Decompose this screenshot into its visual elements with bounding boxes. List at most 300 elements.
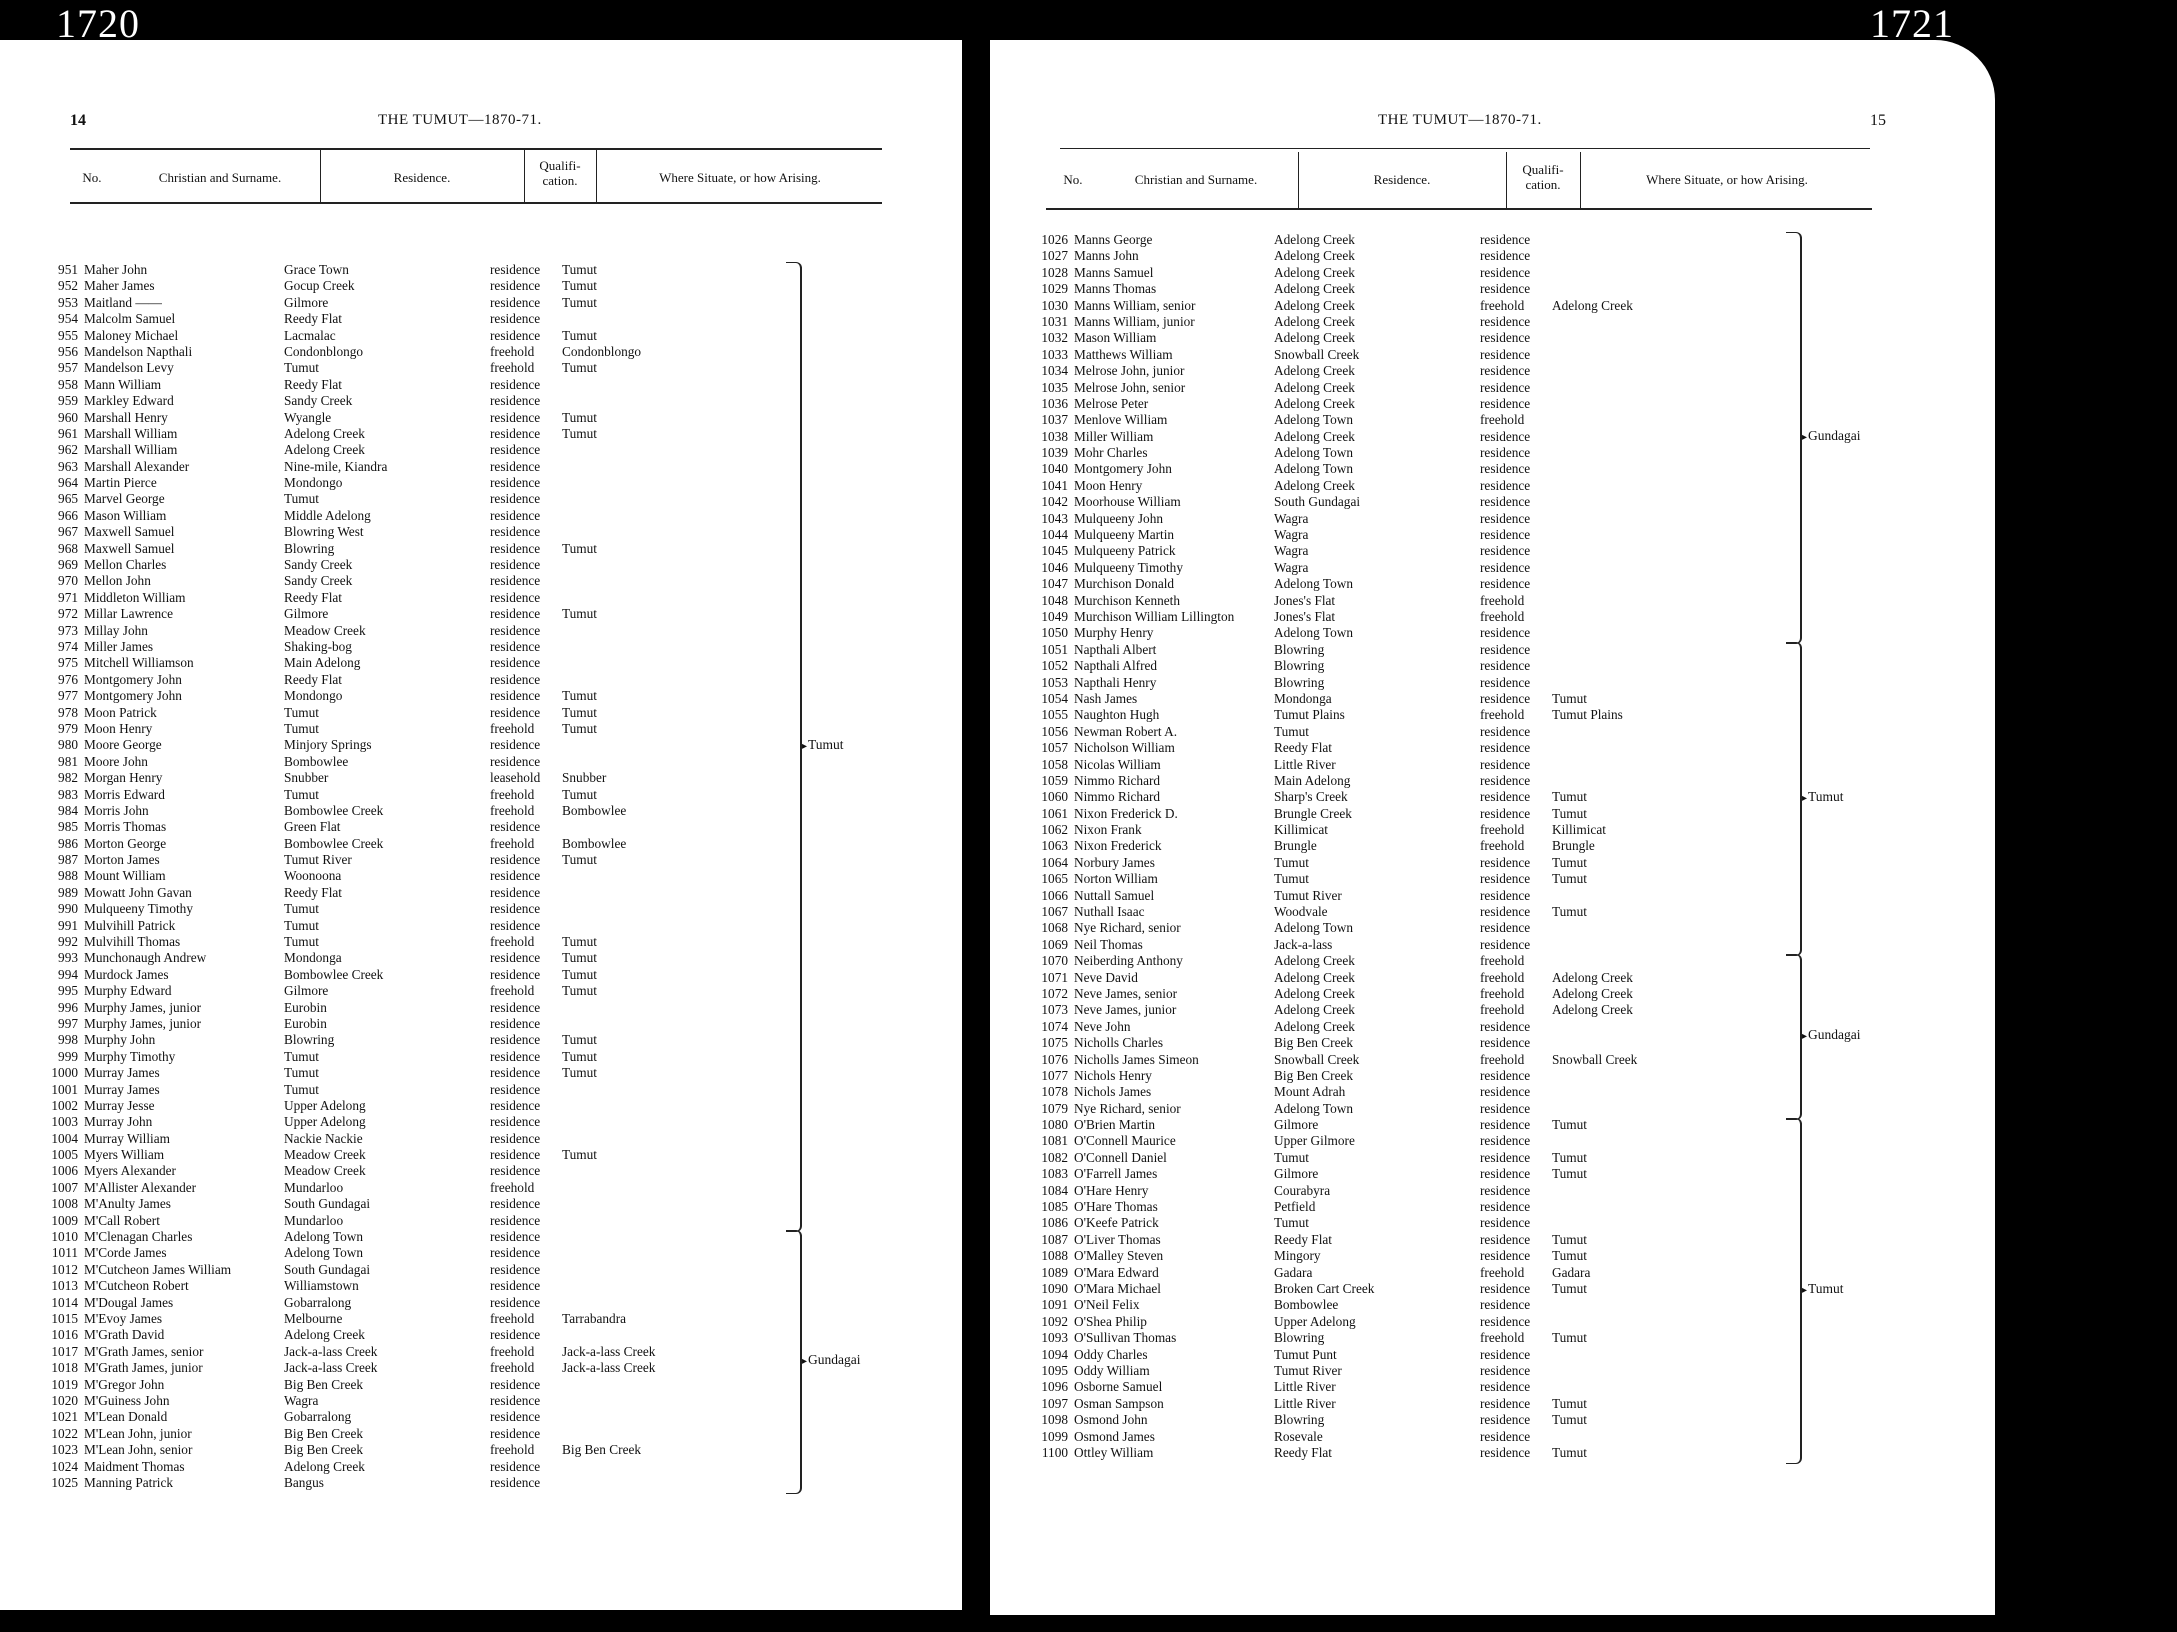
qualification: residence (490, 901, 541, 917)
entry-number: 1079 (1041, 1100, 1068, 1116)
residence: Upper Adelong (284, 1114, 366, 1130)
voter-name: Neil Thomas (1074, 936, 1143, 952)
voter-name: Moon Patrick (84, 704, 157, 720)
col-divider (1506, 152, 1507, 208)
where-situate (562, 1295, 682, 1311)
residence: Blowring (1274, 674, 1325, 690)
table-row (42, 655, 682, 671)
residence: South Gundagai (284, 1261, 371, 1277)
residence: Bombowlee Creek (284, 802, 384, 818)
table-row (42, 393, 682, 409)
qualification: freehold (1480, 1264, 1525, 1280)
where-situate (1552, 953, 1672, 969)
where-situate: Tumut (562, 1065, 597, 1081)
table-row (42, 705, 682, 721)
qualification: residence (490, 1081, 541, 1097)
entry-number: 1042 (1041, 494, 1068, 510)
entry-number: 969 (58, 557, 78, 573)
voter-name: O'Mara Michael (1074, 1281, 1161, 1296)
voter-name: Mulqueeny Timothy (1074, 559, 1183, 575)
entry-number: 1027 (1041, 248, 1068, 264)
top-rule (70, 148, 882, 150)
table-row (1032, 494, 1672, 510)
residence: Main Adelong (284, 655, 361, 671)
residence: Meadow Creek (284, 1163, 366, 1179)
qualification: residence (490, 1294, 541, 1310)
where-situate: Tumut (1552, 871, 1587, 887)
voter-name: Neiberding Anthony (1074, 953, 1183, 969)
voter-name: O'Hare Henry (1074, 1182, 1149, 1198)
voter-name: Maidment Thomas (84, 1458, 185, 1474)
where-situate (1552, 478, 1672, 494)
where-situate (1552, 248, 1672, 264)
table-row (42, 1360, 682, 1376)
where-situate: Tumut (562, 327, 597, 343)
group-brace (1786, 1118, 1802, 1464)
table-row (42, 639, 682, 655)
residence: Wagra (1274, 559, 1309, 575)
table-row (1032, 789, 1672, 805)
entry-number: 1065 (1041, 871, 1068, 887)
voter-name: O'Connell Daniel (1074, 1149, 1167, 1165)
table-row (1032, 593, 1672, 609)
residence: Mundarloo (284, 1212, 344, 1228)
voter-name: Maloney Michael (84, 327, 179, 343)
qualification: residence (490, 475, 541, 491)
where-situate: Tumut (562, 540, 597, 556)
entry-number: 1090 (1041, 1281, 1068, 1296)
entry-number: 1045 (1041, 543, 1068, 559)
where-situate: Tumut (1552, 1117, 1587, 1133)
where-situate: Tumut (562, 360, 597, 376)
table-row (42, 1098, 682, 1114)
table-row (1032, 1035, 1672, 1051)
entry-number: 1037 (1041, 412, 1068, 428)
table-row (42, 1163, 682, 1179)
qualification: residence (490, 622, 541, 638)
residence: Gilmore (284, 606, 329, 622)
table-row (42, 606, 682, 622)
voter-name: Morton James (84, 852, 160, 868)
residence: Shaking-bog (284, 638, 352, 654)
residence: Gilmore (284, 294, 329, 310)
residence: Adelong Creek (1274, 379, 1355, 395)
where-situate (562, 901, 682, 917)
entry-number: 989 (58, 884, 78, 900)
table-row (42, 344, 682, 360)
residence: Adelong Creek (1274, 297, 1355, 313)
where-situate (1552, 625, 1672, 641)
residence: Tumut (1274, 854, 1309, 870)
voter-name: M'Corde James (84, 1245, 167, 1261)
residence: Lacmalac (284, 327, 336, 343)
table-row (42, 262, 682, 278)
where-situate (562, 1213, 682, 1229)
entry-number: 1054 (1041, 690, 1068, 706)
table-row (42, 1131, 682, 1147)
table-row (1032, 855, 1672, 871)
entry-number: 1004 (51, 1130, 78, 1146)
table-row (1032, 527, 1672, 543)
where-situate (562, 377, 682, 393)
voter-name: Manns Samuel (1074, 264, 1154, 280)
entry-number: 1078 (1041, 1084, 1068, 1100)
top-rule (1060, 148, 1870, 149)
voter-name: Murphy James, junior (84, 1015, 202, 1031)
voter-name: M'Guiness John (84, 1392, 170, 1408)
residence: Adelong Creek (1274, 313, 1355, 329)
qualification: residence (1480, 477, 1531, 493)
qualification: freehold (1480, 822, 1525, 838)
entry-number: 970 (58, 573, 78, 589)
qualification: residence (1480, 1149, 1531, 1165)
residence: Upper Adelong (284, 1097, 366, 1113)
where-situate (562, 524, 682, 540)
where-situate (562, 737, 682, 753)
entry-number: 1034 (1041, 363, 1068, 379)
voter-name: Melrose John, senior (1074, 379, 1186, 395)
entry-number: 987 (58, 852, 78, 868)
table-row (42, 426, 682, 442)
residence: Courabyra (1274, 1182, 1331, 1198)
entry-number: 1058 (1041, 756, 1068, 772)
entry-number: 1097 (1041, 1395, 1068, 1411)
where-situate (1552, 773, 1672, 789)
residence: Sharp's Creek (1274, 789, 1348, 805)
where-situate (562, 918, 682, 934)
voter-name: Nixon Frederick D. (1074, 805, 1178, 821)
residence: Tumut (284, 360, 319, 376)
qualification: freehold (490, 835, 535, 851)
where-situate (562, 754, 682, 770)
table-row (42, 868, 682, 884)
residence: Adelong Creek (284, 1327, 365, 1343)
where-situate (1552, 232, 1672, 248)
entry-number: 1089 (1041, 1264, 1068, 1280)
where-situate (562, 885, 682, 901)
where-situate (562, 1377, 682, 1393)
qualification: residence (1480, 871, 1531, 887)
qualification: residence (1480, 232, 1531, 247)
table-row (1032, 478, 1672, 494)
table-row (42, 557, 682, 573)
group-brace (786, 262, 802, 1232)
where-situate: Tumut (562, 425, 597, 441)
table-row (42, 852, 682, 868)
table-row (1032, 560, 1672, 576)
where-situate: Bombowlee (562, 802, 627, 818)
qualification: freehold (490, 786, 535, 802)
where-situate: Tumut (1552, 1231, 1587, 1247)
qualification: residence (490, 950, 541, 966)
entry-number: 978 (58, 704, 78, 720)
col-header-no: No. (1063, 172, 1083, 187)
where-situate (1552, 675, 1672, 691)
where-situate (562, 1131, 682, 1147)
table-row (1032, 1199, 1672, 1215)
voter-name: Nye Richard, senior (1074, 1100, 1181, 1116)
voter-name: O'Brien Martin (1074, 1117, 1156, 1133)
residence: Nackie Nackie (284, 1130, 363, 1146)
qualification: residence (1480, 805, 1531, 821)
entry-number: 1099 (1041, 1428, 1068, 1444)
table-row (1032, 658, 1672, 674)
residence: Tumut (284, 704, 319, 720)
table-row (1032, 724, 1672, 740)
qualification: residence (490, 1130, 541, 1146)
col-header-where: Where Situate, or how Arising. (1646, 172, 1808, 187)
residence: Adelong Creek (1274, 232, 1355, 247)
residence: Reedy Flat (284, 671, 342, 687)
residence: Wyangle (284, 409, 332, 425)
table-row (42, 1065, 682, 1081)
table-row (1032, 642, 1672, 658)
residence: Tumut (1274, 1215, 1309, 1231)
where-situate (562, 1327, 682, 1343)
qualification: residence (1480, 723, 1531, 739)
where-situate: Tumut (562, 409, 597, 425)
residence: Tumut (284, 901, 319, 917)
voter-name: Moon Henry (1074, 477, 1143, 493)
where-situate (1552, 527, 1672, 543)
voter-name: Ottley William (1074, 1444, 1154, 1460)
table-row (42, 1000, 682, 1016)
qualification: residence (1480, 936, 1531, 952)
where-situate (562, 557, 682, 573)
voter-name: O'Neil Felix (1074, 1297, 1140, 1313)
table-row (1032, 1166, 1672, 1182)
qualification: residence (490, 491, 541, 507)
where-situate: Tumut (1552, 1248, 1587, 1264)
residence: Adelong Creek (1274, 248, 1355, 264)
where-situate: Adelong Creek (1552, 1002, 1633, 1018)
voter-name: Maitland —— (84, 294, 162, 310)
residence: Tumut River (284, 852, 352, 868)
table-row (1032, 1379, 1672, 1395)
voter-name: Murchison Donald (1074, 576, 1175, 592)
voter-name: Neve John (1074, 1018, 1131, 1034)
qualification: residence (490, 262, 541, 277)
entry-number: 957 (58, 360, 78, 376)
voter-name: M'Clenagan Charles (84, 1229, 193, 1245)
voter-name: Morton George (84, 835, 167, 851)
residence: Tumut (284, 934, 319, 950)
qualification: residence (1480, 576, 1531, 592)
qualification: residence (490, 1048, 541, 1064)
entry-number: 958 (58, 376, 78, 392)
voter-name: Murray James (84, 1065, 160, 1081)
where-situate: Tarrabandra (562, 1311, 627, 1326)
residence: Williamstown (284, 1278, 359, 1294)
table-row (42, 623, 682, 639)
voter-name: Moon Henry (84, 720, 153, 736)
entry-number: 984 (58, 802, 78, 818)
table-row (1032, 1265, 1672, 1281)
voter-name: Murphy John (84, 1032, 156, 1048)
where-situate: Jack-a-lass Creek (562, 1360, 656, 1376)
qualification: residence (1480, 379, 1531, 395)
qualification: freehold (1480, 297, 1525, 313)
residence: Blowring (1274, 1412, 1325, 1428)
entry-number: 993 (58, 950, 78, 966)
voter-name: M'Allister Alexander (84, 1179, 197, 1195)
qualification: residence (1480, 740, 1531, 756)
residence: Adelong Creek (1274, 264, 1355, 280)
table-row (1032, 1429, 1672, 1445)
table-row (42, 475, 682, 491)
where-situate: Adelong Creek (1552, 985, 1633, 1001)
table-row (1032, 281, 1672, 297)
where-situate: Gadara (1552, 1264, 1591, 1280)
voter-name: Melrose Peter (1074, 395, 1149, 411)
residence: Big Ben Creek (284, 1376, 364, 1392)
residence: Meadow Creek (284, 622, 366, 638)
table-row (42, 1049, 682, 1065)
residence: Tumut River (1274, 887, 1342, 903)
table-row (1032, 773, 1672, 789)
residence: Adelong Town (284, 1229, 363, 1245)
voter-name: Myers Alexander (84, 1163, 176, 1179)
entry-number: 1033 (1041, 346, 1068, 362)
where-situate (1552, 1068, 1672, 1084)
table-row (42, 311, 682, 327)
where-situate: Tumut (1552, 1166, 1587, 1182)
voter-name: M'Lean John, senior (84, 1442, 193, 1458)
entry-number: 1021 (51, 1409, 78, 1425)
where-situate (1552, 888, 1672, 904)
residence: Big Ben Creek (284, 1442, 364, 1458)
where-situate (1552, 461, 1672, 477)
table-row (42, 737, 682, 753)
voter-name: Millar Lawrence (84, 606, 173, 622)
where-situate (562, 1229, 682, 1245)
where-situate (562, 1426, 682, 1442)
where-situate (1552, 560, 1672, 576)
qualification: residence (490, 589, 541, 605)
voter-name: Osborne Samuel (1074, 1379, 1163, 1395)
where-situate (562, 868, 682, 884)
entry-number: 1051 (1041, 641, 1068, 657)
entry-number: 1069 (1041, 936, 1068, 952)
voter-name: M'Anulty James (84, 1196, 171, 1212)
table-row (1032, 920, 1672, 936)
voter-name: Martin Pierce (84, 475, 157, 491)
table-row (42, 1082, 682, 1098)
voter-name: Naughton Hugh (1074, 707, 1160, 723)
residence: Tumut (284, 491, 319, 507)
residence: Meadow Creek (284, 1147, 366, 1163)
entry-number: 1092 (1041, 1313, 1068, 1329)
where-situate (1552, 1101, 1672, 1117)
where-situate: Tumut (562, 983, 597, 999)
qualification: residence (1480, 887, 1531, 903)
qualification: residence (1480, 313, 1531, 329)
entry-number: 1035 (1041, 379, 1068, 395)
residence: Bombowlee (284, 753, 349, 769)
qualification: residence (1480, 1444, 1531, 1460)
table-row (42, 459, 682, 475)
residence: Jack-a-lass Creek (284, 1343, 378, 1359)
residence: Rosevale (1274, 1428, 1323, 1444)
qualification: residence (490, 1278, 541, 1294)
qualification: freehold (490, 1360, 535, 1376)
residence: Snowball Creek (1274, 346, 1360, 362)
voter-name: Mitchell Williamson (84, 655, 194, 671)
qualification: residence (1480, 461, 1531, 477)
entry-number: 982 (58, 770, 78, 786)
entry-number: 1086 (1041, 1215, 1068, 1231)
where-situate: Tumut (1552, 805, 1587, 821)
table-row (1032, 576, 1672, 592)
residence: Adelong Creek (1274, 1002, 1355, 1018)
table-row (1032, 1412, 1672, 1428)
header-rule (70, 202, 882, 204)
table-row (42, 770, 682, 786)
where-situate: Jack-a-lass Creek (562, 1343, 656, 1359)
voter-name: Mowatt John Gavan (84, 884, 192, 900)
qualification: freehold (490, 720, 535, 736)
residence: Adelong Creek (1274, 1018, 1355, 1034)
voter-name: Marshall William (84, 442, 178, 458)
table-row (1032, 625, 1672, 641)
qualification: residence (490, 1229, 541, 1245)
residence: Main Adelong (1274, 772, 1351, 788)
residence: Tumut Plains (1274, 707, 1345, 723)
table-row (42, 721, 682, 737)
table-row (1032, 314, 1672, 330)
residence: Gadara (1274, 1264, 1313, 1280)
table-row (1032, 1002, 1672, 1018)
residence: Adelong Town (1274, 576, 1353, 592)
voter-name: Mann William (84, 376, 162, 392)
residence: Jack-a-lass Creek (284, 1360, 378, 1376)
qualification: residence (1480, 674, 1531, 690)
qualification: residence (1480, 772, 1531, 788)
table-row (1032, 1330, 1672, 1346)
voter-name: Nye Richard, senior (1074, 920, 1181, 936)
qualification: freehold (1480, 1330, 1525, 1346)
voter-name: Mellon Charles (84, 557, 167, 573)
qualification: residence (1480, 625, 1531, 641)
qualification: residence (490, 524, 541, 540)
voter-name: M'Grath James, senior (84, 1343, 204, 1359)
col-divider (596, 150, 597, 202)
voter-name: Nimmo Richard (1074, 772, 1161, 788)
table-row (1032, 740, 1672, 756)
col-header-where: Where Situate, or how Arising. (659, 170, 821, 185)
where-situate (562, 623, 682, 639)
where-situate (1552, 1183, 1672, 1199)
qualification: residence (490, 1147, 541, 1163)
qualification: residence (490, 868, 541, 884)
entry-number: 1061 (1041, 805, 1068, 821)
voter-name: Nuthall Isaac (1074, 904, 1145, 920)
voter-name: O'Shea Philip (1074, 1313, 1147, 1329)
where-situate (1552, 380, 1672, 396)
entry-number: 966 (58, 507, 78, 523)
residence: Eurobin (284, 999, 327, 1015)
where-situate (1552, 265, 1672, 281)
voter-name: Miller James (84, 638, 154, 654)
table-row (1032, 1314, 1672, 1330)
voter-name: Mulvihill Patrick (84, 917, 176, 933)
qualification: freehold (1480, 412, 1525, 428)
entry-number: 1064 (1041, 854, 1068, 870)
residence: Bombowlee Creek (284, 835, 384, 851)
entry-number: 961 (58, 425, 78, 441)
voter-name: Murphy Edward (84, 983, 172, 999)
where-situate (1552, 1314, 1672, 1330)
